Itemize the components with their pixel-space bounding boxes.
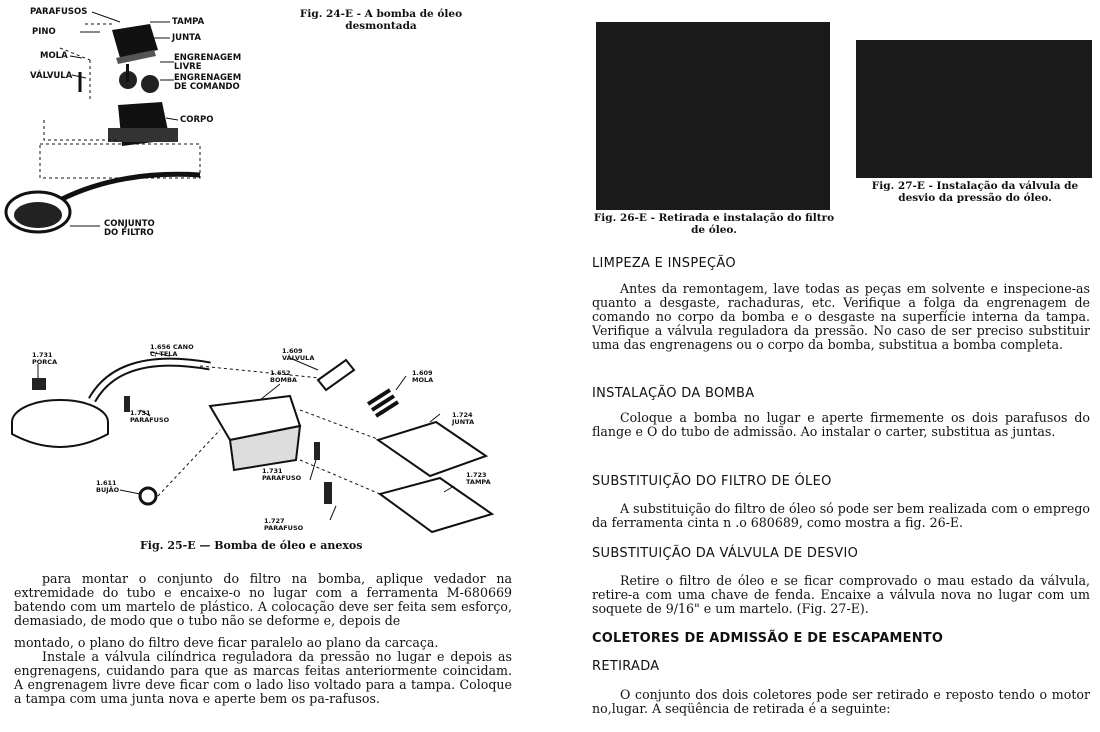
figure-24e-caption: Fig. 24-E - A bomba de óleo desmontada — [299, 8, 463, 32]
label-corpo: CORPO — [180, 115, 214, 125]
heading-retirada: RETIRADA — [592, 659, 660, 674]
label-cano: 1.656 CANO C/ TELA — [150, 343, 194, 358]
label-parafuso-a: 1.731 PARAFUSO — [130, 409, 170, 424]
figure-27e-caption: Fig. 27-E - Instalação da válvula de desvio da pressão do óleo. — [871, 180, 1079, 204]
paragraph-montagem: para montar o conjunto do filtro na bomba, aplique vedador na extremidade do tubo e encaixe-o no lugar com a ferramenta M-680669 batendo com um martelo de plástico. A colocação deve ser feita sem esforço, demasiado, de modo que o tubo não se deforme e, depois de — [14, 571, 512, 628]
label-junta: JUNTA — [172, 33, 201, 43]
heading-valvula: SUBSTITUIÇÃO DA VÁLVULA DE DESVIO — [592, 546, 859, 561]
label-parafuso-c: 1.727 PARAFUSO — [264, 517, 304, 532]
paragraph-instalacao: Coloque a bomba no lugar e aperte firmemente os dois parafusos do flange e O do tubo de admissão. Ao instalar o carter, substitua as juntas. — [592, 410, 1090, 439]
heading-instalacao: INSTALAÇÃO DA BOMBA — [592, 386, 755, 401]
label-mola: MOLA — [40, 51, 68, 61]
label-tampa-25: 1.723 TAMPA — [466, 471, 491, 486]
label-porca: 1.731 PORCA — [32, 351, 58, 366]
paragraph-limpeza: Antes da remontagem, lave todas as peças em solvente e inspecione-as quanto a desgaste, rachaduras, etc. Verifique a folga da engrenagem de comando no corpo da bomba e o desgaste na superfície interna da tampa. Verifique a válvula reguladora da pressão. No caso de ser preciso substituir uma das engrenagens ou o corpo da bomba, substitua a bomba completa. — [592, 281, 1090, 352]
photo-filter-removal — [596, 22, 830, 210]
heading-filtro: SUBSTITUIÇÃO DO FILTRO DE ÓLEO — [592, 474, 832, 489]
label-bujao: 1.611 BUJÃO — [96, 479, 120, 494]
label-engrenagem-comando: ENGRENAGEM DE COMANDO — [174, 73, 242, 92]
paragraph-instale-valvula: Instale a válvula cilíndrica reguladora da pressão no lugar e depois as engrenagens, cuidando para que as marcas feitas anteriormente coincidam. A engrenagem livre deve ficar com o lado liso voltado para a tampa. Coloque a tampa com uma junta nova e aperte bem os pa-rafusos. — [14, 649, 512, 706]
label-valvula: VÁLVULA — [30, 71, 73, 81]
label-bomba: 1.652 BOMBA — [270, 369, 297, 384]
paragraph-retirada: O conjunto dos dois coletores pode ser retirado e reposto tendo o motor no,lugar. A seqüência de retirada é a seguinte: — [592, 687, 1090, 716]
label-conjunto-filtro: CONJUNTO DO FILTRO — [104, 219, 155, 238]
label-parafusos: PARAFUSOS — [30, 7, 88, 17]
heading-coletores: COLETORES DE ADMISSÃO E DE ESCAPAMENTO — [592, 631, 944, 646]
paragraph-valvula: Retire o filtro de óleo e se ficar comprovado o mau estado da válvula, retire-a com uma chave de fenda. Encaixe a válvula nova no lugar com um soquete de 9/16" e um martelo. (Fig. 27-E). — [592, 573, 1090, 616]
label-junta-25: 1.724 JUNTA — [452, 411, 475, 426]
left-text-block — [14, 572, 512, 706]
oil-pump-attachments-drawing — [0, 330, 520, 540]
figure-25e-caption: Fig. 25-E — Bomba de óleo e anexos — [140, 539, 363, 552]
label-pino: PINO — [32, 27, 56, 37]
heading-limpeza: LIMPEZA E INSPEÇÃO — [592, 256, 736, 271]
label-mola-25: 1.609 MOLA — [412, 369, 434, 384]
paragraph-filtro: A substituição do filtro de óleo só pode ser bem realizada com o emprego da ferramenta cinta n .o 680689, como mostra a fig. 26-E. — [592, 501, 1090, 530]
photo-bypass-valve — [856, 40, 1092, 178]
paragraph-montado: montado, o plano do filtro deve ficar paralelo ao plano da carcaça. — [14, 635, 439, 650]
label-parafuso-b: 1.731 PARAFUSO — [262, 467, 302, 482]
label-engrenagem-livre: ENGRENAGEM LIVRE — [174, 53, 242, 72]
label-valvula-25: 1.609 VÁLVULA — [282, 347, 315, 362]
oil-pump-exploded-drawing — [0, 0, 300, 250]
label-tampa: TAMPA — [172, 17, 205, 27]
figure-26e-caption: Fig. 26-E - Retirada e instalação do filtro de óleo. — [593, 212, 835, 236]
